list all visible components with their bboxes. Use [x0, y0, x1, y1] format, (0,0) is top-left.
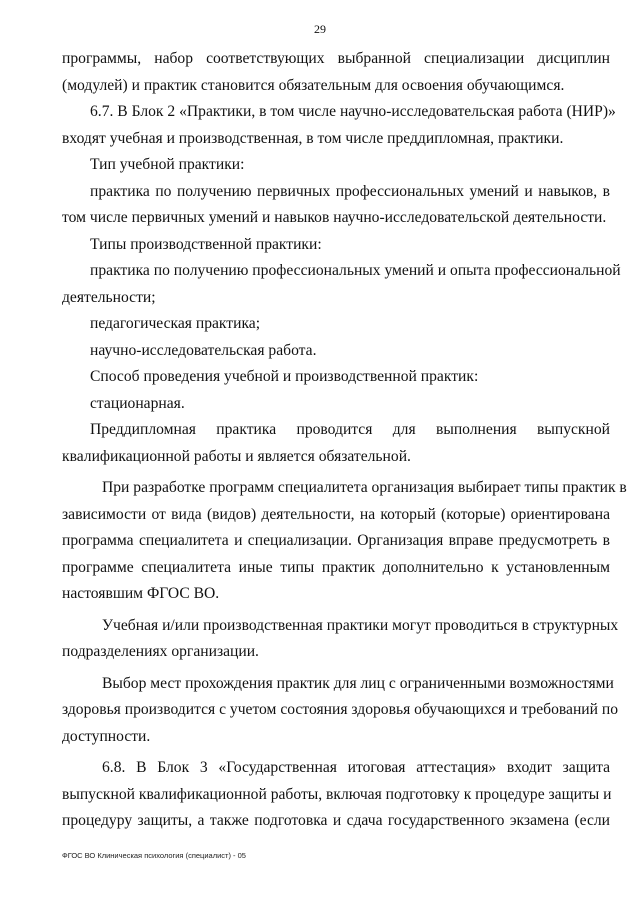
text-line: При разработке программ специалитета организация выбирает типы практик в	[102, 479, 627, 496]
document-body	[62, 46, 627, 835]
text-line: входят учебная и производственная, в том числе преддипломная, практики.	[62, 129, 564, 147]
text-line: Учебная и/или производственная практики могут проводиться в структурных	[102, 616, 619, 634]
text-line: квалификационной работы и является обязательной.	[62, 447, 411, 465]
text-line: (модулей) и практик становится обязательным для освоения обучающимся.	[62, 76, 565, 94]
page-number: 29	[314, 22, 326, 36]
text-line: подразделениях организации.	[62, 643, 259, 660]
text-line: практика по получению первичных профессиональных умений и навыков, в	[90, 182, 610, 200]
text-line: выпускной квалификационной работы, включая подготовку к процедуре защиты и	[62, 785, 612, 803]
text-line: стационарная.	[90, 394, 185, 412]
text-line: процедуру защиты, а также подготовка и сдача государственного экзамена (если	[62, 812, 610, 829]
page-footer: ФГОС ВО Клиническая психология (специалист) - 05	[62, 851, 246, 860]
text-line: настоявшим ФГОС ВО.	[62, 585, 220, 602]
text-line: деятельности;	[62, 288, 156, 306]
text-line: 6.7. В Блок 2 «Практики, в том числе научно-исследовательская работа (НИР)»	[90, 103, 616, 120]
text-line: научно-исследовательская работа.	[90, 341, 317, 359]
text-line: Преддипломная практика проводится для выполнения выпускной	[90, 421, 610, 438]
text-line: Типы производственной практики:	[90, 235, 322, 253]
text-line: программа специалитета и специализации. Организация вправе предусмотреть в	[62, 532, 610, 549]
text-line: том числе первичных умений и навыков научно-исследовательской деятельности.	[62, 209, 607, 226]
text-line: Тип учебной практики:	[90, 156, 245, 173]
text-line: здоровья производится с учетом состояния здоровья обучающихся и требований по	[62, 701, 619, 718]
text-line: программы, набор соответствующих выбранной специализации дисциплин	[62, 50, 610, 67]
text-line: Способ проведения учебной и производственной практик:	[90, 368, 479, 385]
text-line: практика по получению профессиональных умений и опыта профессиональной	[90, 262, 621, 279]
text-line: педагогическая практика;	[90, 315, 261, 332]
text-line: программе специалитета иные типы практик дополнительно к установленным	[62, 558, 610, 576]
text-line: 6.8. В Блок 3 «Государственная итоговая аттестация» входит защита	[102, 759, 610, 776]
text-line: Выбор мест прохождения практик для лиц с ограниченными возможностями	[102, 674, 614, 692]
text-line: доступности.	[62, 727, 151, 745]
text-line: зависимости от вида (видов) деятельности, на который (которые) ориентирована	[62, 505, 610, 523]
